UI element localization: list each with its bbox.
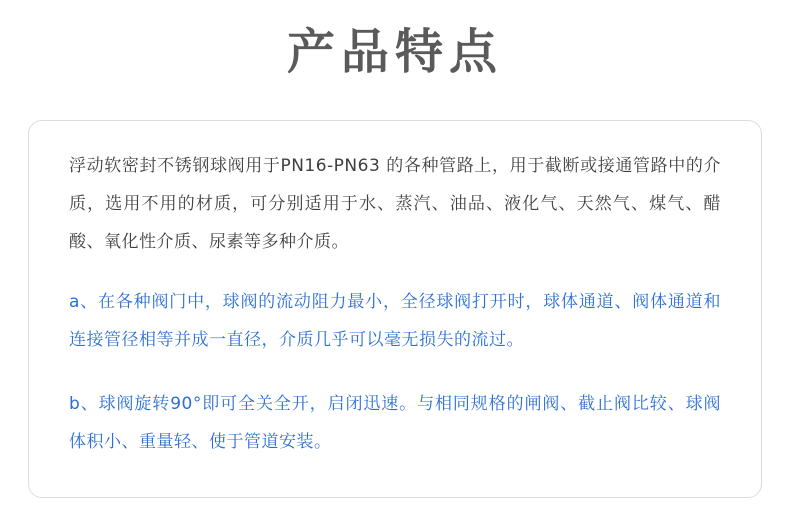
intro-paragraph: 浮动软密封不锈钢球阀用于PN16-PN63 的各种管路上，用于截断或接通管路中的介质，选用不用的材质，可分别适用于水、蒸汽、油品、液化气、天然气、煤气、醋酸、氧化性介质、尿素等多种介质。 [69, 156, 721, 252]
page-title: 产品特点 [286, 24, 503, 80]
feature-paragraph-a: a、在各种阀门中，球阀的流动阻力最小，全径球阀打开时，球体通道、阀体通道和连接管径相等并成一直径，介质几乎可以毫无损失的流过。 [69, 292, 721, 350]
features-card [28, 120, 762, 498]
feature-paragraph-b: b、球阀旋转90°即可全关全开，启闭迅速。与相同规格的闸阀、截止阀比较、球阀体积小、重量轻、使于管道安装。 [69, 394, 721, 452]
